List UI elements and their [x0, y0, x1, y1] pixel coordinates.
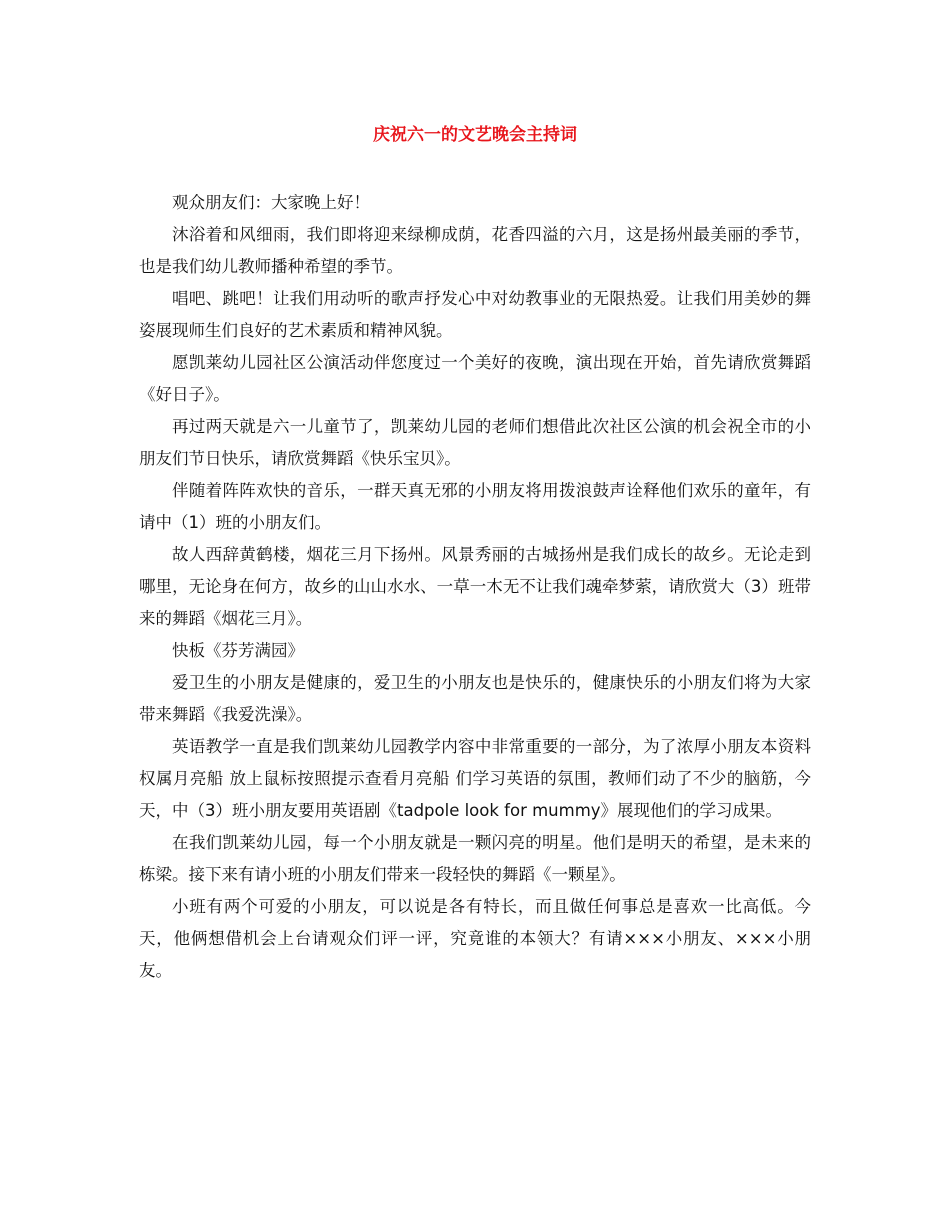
paragraph: 再过两天就是六一儿童节了，凯莱幼儿园的老师们想借此次社区公演的机会祝全市的小朋友们节日快乐，请欣赏舞蹈《快乐宝贝》。 [139, 417, 811, 468]
paragraph: 沐浴着和风细雨，我们即将迎来绿柳成荫，花香四溢的六月，这是扬州最美丽的季节，也是我们幼儿教师播种希望的季节。 [139, 225, 811, 276]
paragraph: 愿凯莱幼儿园社区公演活动伴您度过一个美好的夜晚，演出现在开始，首先请欣赏舞蹈《好日子》。 [139, 353, 811, 404]
document-title: 庆祝六一的文艺晚会主持词 [373, 125, 577, 145]
document-body [139, 187, 811, 987]
paragraph: 爱卫生的小朋友是健康的，爱卫生的小朋友也是快乐的，健康快乐的小朋友们将为大家带来舞蹈《我爱洗澡》。 [139, 673, 811, 724]
paragraph: 小班有两个可爱的小朋友，可以说是各有特长，而且做任何事总是喜欢一比高低。今天，他俩想借机会上台请观众们评一评，究竟谁的本领大？有请×××小朋友、×××小朋友。 [139, 897, 811, 980]
paragraph: 唱吧、跳吧！让我们用动听的歌声抒发心中对幼教事业的无限热爱。让我们用美妙的舞姿展现师生们良好的艺术素质和精神风貌。 [139, 289, 811, 340]
paragraph: 英语教学一直是我们凯莱幼儿园教学内容中非常重要的一部分，为了浓厚小朋友本资料权属月亮船 放上鼠标按照提示查看月亮船 们学习英语的氛围，教师们动了不少的脑筋，今天，中（3）班小朋友要用英语剧《tadpole look for mummy》展现他们的学习成果。 [139, 737, 811, 820]
paragraph: 故人西辞黄鹤楼，烟花三月下扬州。风景秀丽的古城扬州是我们成长的故乡。无论走到哪里，无论身在何方，故乡的山山水水、一草一木无不让我们魂牵梦萦，请欣赏大（3）班带来的舞蹈《烟花三月》。 [139, 545, 811, 628]
paragraph: 快板《芬芳满园》 [172, 641, 304, 660]
paragraph: 伴随着阵阵欢快的音乐，一群天真无邪的小朋友将用拨浪鼓声诠释他们欢乐的童年，有请中（1）班的小朋友们。 [139, 481, 811, 532]
paragraph: 在我们凯莱幼儿园，每一个小朋友就是一颗闪亮的明星。他们是明天的希望，是未来的栋梁。接下来有请小班的小朋友们带来一段轻快的舞蹈《一颗星》。 [139, 833, 811, 884]
paragraph-greeting: 观众朋友们：大家晚上好！ [172, 193, 370, 212]
